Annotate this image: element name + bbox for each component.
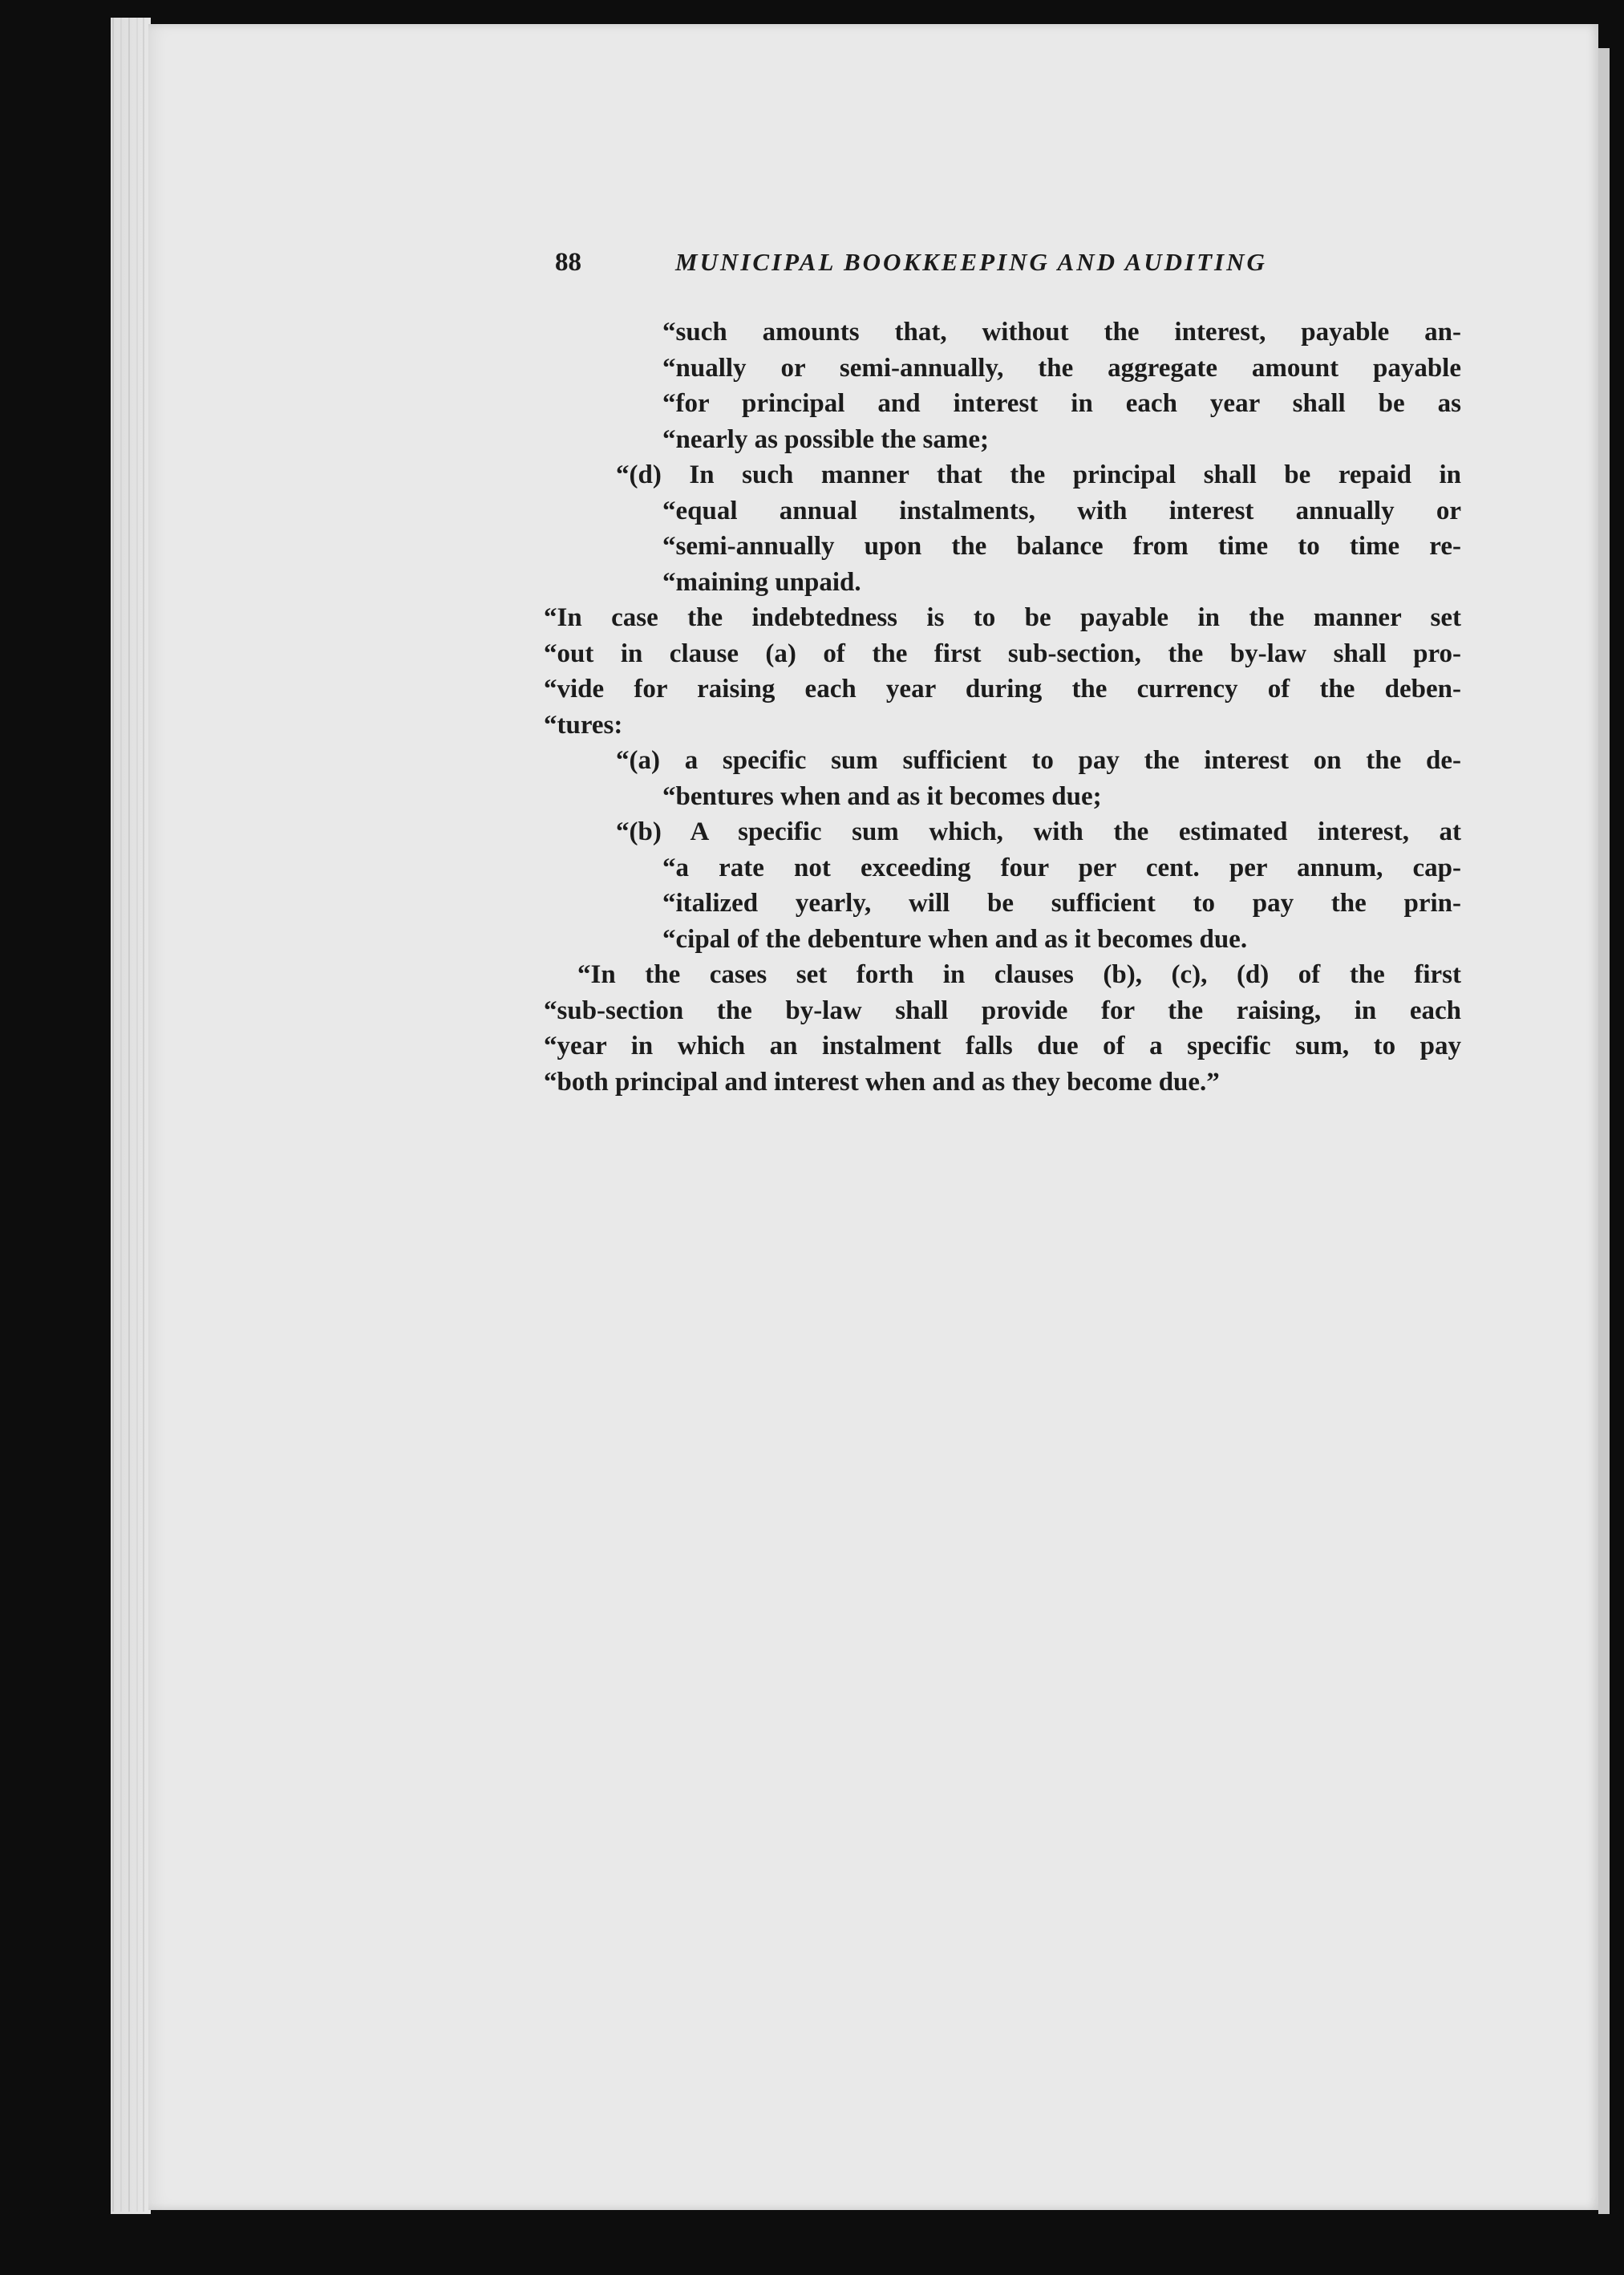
text-line: “maining unpaid. <box>662 567 861 597</box>
text-line: “both principal and interest when and as they become due.” <box>544 1067 1220 1097</box>
text-line: “a rate not exceeding four per cent. per annum, cap- <box>662 853 1461 882</box>
page-edge-line <box>136 18 138 2212</box>
page-edge-stack <box>111 18 151 2214</box>
text-line: “(b) A specific sum which, with the estimated interest, at <box>616 817 1461 846</box>
text-line: “bentures when and as it becomes due; <box>662 781 1102 811</box>
text-line: “(a) a specific sum sufficient to pay the interest on the de- <box>616 746 1461 775</box>
running-head: MUNICIPAL BOOKKEEPING AND AUDITING <box>675 248 1267 276</box>
text-line: “such amounts that, without the interest, payable an- <box>662 318 1461 347</box>
text-line: “semi-annually upon the balance from time to time re- <box>662 532 1461 561</box>
page-edge-line <box>128 18 130 2212</box>
text-line: “sub-section the by-law shall provide for the raising, in each <box>544 996 1461 1025</box>
text-line: “year in which an instalment falls due of a specific sum, to pay <box>544 1032 1461 1060</box>
text-line: “nually or semi-annually, the aggregate amount payable <box>662 353 1461 383</box>
text-line: “nearly as possible the same; <box>662 424 989 454</box>
page-edge-line <box>143 18 144 2212</box>
text-line: “for principal and interest in each year shall be as <box>662 389 1461 418</box>
page-edge-line <box>120 18 122 2212</box>
body-text <box>544 314 1461 1100</box>
text-line: “tures: <box>544 710 623 740</box>
text-line: “out in clause (a) of the first sub-section, the by-law shall pro- <box>544 639 1461 668</box>
text-line: “italized yearly, will be sufficient to pay the prin- <box>662 889 1461 918</box>
text-line: “equal annual instalments, with interest annually or <box>662 496 1461 525</box>
text-line: “vide for raising each year during the currency of the deben- <box>544 675 1461 704</box>
text-line: “In case the indebtedness is to be payable in the manner set <box>544 603 1461 632</box>
text-line: “cipal of the debenture when and as it becomes due. <box>662 924 1248 954</box>
page-number: 88 <box>555 248 581 277</box>
page-header <box>555 245 1461 285</box>
text-line: “In the cases set forth in clauses (b), (c), (d) of the first <box>577 960 1461 989</box>
page-edge-line <box>112 18 114 2212</box>
page-right-edge <box>1598 48 1610 2214</box>
text-line: “(d) In such manner that the principal shall be repaid in <box>616 460 1461 489</box>
